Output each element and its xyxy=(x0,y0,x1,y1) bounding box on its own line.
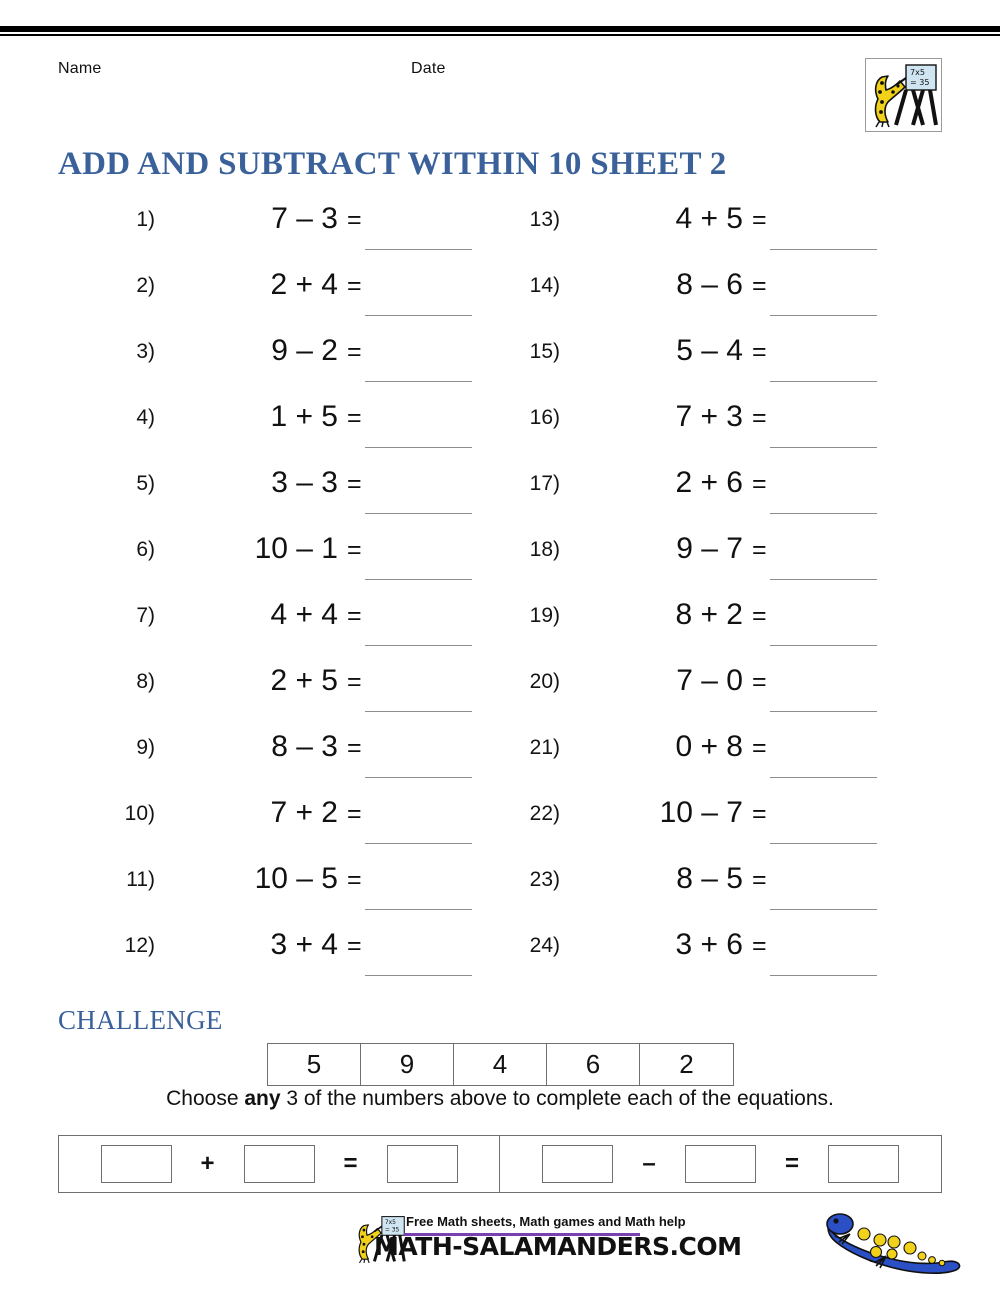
problem-answer-blank[interactable] xyxy=(365,249,472,250)
problem-expression: 4 + 5 xyxy=(675,202,743,235)
challenge-answer-box[interactable] xyxy=(244,1145,315,1183)
problem-number: 1) xyxy=(136,208,155,231)
problem-number: 15) xyxy=(529,340,560,363)
challenge-number-cell: 4 xyxy=(454,1044,547,1085)
problem-expression: 10 – 1 xyxy=(254,532,338,565)
problem-equals-sign: = xyxy=(752,470,767,498)
problem-expression: 10 – 5 xyxy=(254,862,338,895)
problem-equals-sign: = xyxy=(347,206,362,234)
problem-equals-sign: = xyxy=(752,668,767,696)
instruction-text-bold: any xyxy=(244,1087,281,1110)
problem-answer-blank[interactable] xyxy=(770,645,877,646)
challenge-equation xyxy=(59,1136,500,1192)
svg-text:= 35: = 35 xyxy=(384,1226,400,1234)
footer-wordmark: MATH-SALAMANDERS.COM xyxy=(374,1232,742,1261)
challenge-heading: CHALLENGE xyxy=(58,1005,223,1035)
problem-expression: 0 + 8 xyxy=(675,730,743,763)
problem-answer-blank[interactable] xyxy=(770,249,877,250)
instruction-text-before: Choose xyxy=(166,1087,245,1110)
problem-answer-blank[interactable] xyxy=(365,843,472,844)
problem-answer-blank[interactable] xyxy=(365,513,472,514)
problem-expression: 2 + 6 xyxy=(675,466,743,499)
problem-equals-sign: = xyxy=(752,800,767,828)
problem-expression: 8 + 2 xyxy=(675,598,743,631)
footer-tagline: Free Math sheets, Math games and Math help xyxy=(406,1214,686,1229)
problem-answer-blank[interactable] xyxy=(770,579,877,580)
problem-expression: 8 – 5 xyxy=(676,862,743,895)
top-border-rules xyxy=(0,26,1000,36)
problem-number: 5) xyxy=(136,472,155,495)
problem-equals-sign: = xyxy=(347,800,362,828)
problem-equals-sign: = xyxy=(347,272,362,300)
problem-expression: 7 – 3 xyxy=(271,202,338,235)
problem-expression: 1 + 5 xyxy=(270,400,338,433)
problem-number: 4) xyxy=(136,406,155,429)
blue-salamander-icon xyxy=(818,1204,968,1276)
problem-number: 18) xyxy=(529,538,560,561)
header-logo xyxy=(865,58,942,132)
problem-number: 3) xyxy=(136,340,155,363)
top-rule-thin xyxy=(0,34,1000,36)
problem-expression: 9 – 7 xyxy=(676,532,743,565)
problem-number: 24) xyxy=(529,934,560,957)
problem-equals-sign: = xyxy=(752,272,767,300)
problem-number: 20) xyxy=(529,670,560,693)
svg-text:7x5: 7x5 xyxy=(384,1219,396,1227)
problem-number: 23) xyxy=(529,868,560,891)
svg-text:= 35: = 35 xyxy=(910,78,930,87)
problem-answer-blank[interactable] xyxy=(770,315,877,316)
challenge-answer-box[interactable] xyxy=(101,1145,172,1183)
problem-expression: 8 – 6 xyxy=(676,268,743,301)
problem-answer-blank[interactable] xyxy=(770,843,877,844)
challenge-answer-box[interactable] xyxy=(685,1145,756,1183)
problem-equals-sign: = xyxy=(752,602,767,630)
problem-answer-blank[interactable] xyxy=(770,447,877,448)
problem-answer-blank[interactable] xyxy=(365,777,472,778)
problem-number: 9) xyxy=(136,736,155,759)
challenge-equation-frame xyxy=(58,1135,942,1193)
challenge-number-strip xyxy=(267,1043,734,1086)
problem-equals-sign: = xyxy=(347,668,362,696)
problem-answer-blank[interactable] xyxy=(770,711,877,712)
problem-number: 8) xyxy=(136,670,155,693)
problem-equals-sign: = xyxy=(752,932,767,960)
challenge-operator: – xyxy=(642,1150,656,1177)
problem-answer-blank[interactable] xyxy=(365,579,472,580)
svg-text:7x5: 7x5 xyxy=(910,68,925,77)
problem-equals-sign: = xyxy=(752,206,767,234)
problem-answer-blank[interactable] xyxy=(770,777,877,778)
problem-number: 21) xyxy=(529,736,560,759)
problem-equals-sign: = xyxy=(752,734,767,762)
problem-answer-blank[interactable] xyxy=(365,645,472,646)
problem-number: 16) xyxy=(529,406,560,429)
problem-expression: 4 + 4 xyxy=(270,598,338,631)
problem-number: 19) xyxy=(529,604,560,627)
salamander-at-blackboard-icon xyxy=(866,59,941,131)
challenge-number-cell: 2 xyxy=(679,1049,694,1079)
problem-equals-sign: = xyxy=(347,338,362,366)
problem-answer-blank[interactable] xyxy=(365,315,472,316)
problem-expression: 9 – 2 xyxy=(271,334,338,367)
problem-equals-sign: = xyxy=(752,866,767,894)
problem-answer-blank[interactable] xyxy=(770,513,877,514)
problem-expression: 8 – 3 xyxy=(271,730,338,763)
problem-equals-sign: = xyxy=(752,404,767,432)
problem-equals-sign: = xyxy=(347,932,362,960)
challenge-equation xyxy=(500,1136,941,1192)
problem-number: 6) xyxy=(136,538,155,561)
problem-equals-sign: = xyxy=(347,866,362,894)
problem-number: 22) xyxy=(529,802,560,825)
problem-expression: 3 + 4 xyxy=(270,928,338,961)
challenge-equals-sign: = xyxy=(343,1150,358,1177)
challenge-answer-box[interactable] xyxy=(387,1145,458,1183)
problem-expression: 2 + 4 xyxy=(270,268,338,301)
problem-equals-sign: = xyxy=(347,734,362,762)
name-label: Name xyxy=(58,60,102,77)
problem-expression: 7 + 3 xyxy=(675,400,743,433)
problem-number: 13) xyxy=(529,208,560,231)
problem-equals-sign: = xyxy=(347,602,362,630)
problem-expression: 3 + 6 xyxy=(675,928,743,961)
problem-equals-sign: = xyxy=(752,536,767,564)
problem-answer-blank[interactable] xyxy=(365,909,472,910)
instruction-text-after: 3 of the numbers above to complete each of the equations. xyxy=(280,1087,834,1110)
challenge-number-cell: 9 xyxy=(361,1044,454,1085)
problem-answer-blank[interactable] xyxy=(770,975,877,976)
challenge-number-cell: 5 xyxy=(268,1044,361,1085)
problem-answer-blank[interactable] xyxy=(365,447,472,448)
challenge-operator: + xyxy=(200,1150,215,1177)
problem-number: 12) xyxy=(124,934,155,957)
problem-expression: 2 + 5 xyxy=(270,664,338,697)
problem-answer-blank[interactable] xyxy=(365,711,472,712)
problem-equals-sign: = xyxy=(347,404,362,432)
problem-expression: 10 – 7 xyxy=(659,796,743,829)
problem-number: 11) xyxy=(126,868,155,891)
problem-number: 2) xyxy=(136,274,155,297)
problem-answer-blank[interactable] xyxy=(770,381,877,382)
problem-answer-blank[interactable] xyxy=(770,909,877,910)
problem-number: 17) xyxy=(529,472,560,495)
date-label: Date xyxy=(411,60,446,77)
problem-answer-blank[interactable] xyxy=(365,381,472,382)
challenge-equals-sign: = xyxy=(784,1150,799,1177)
challenge-number-cell: 6 xyxy=(547,1044,640,1085)
challenge-instruction xyxy=(0,1087,1000,1111)
challenge-answer-box[interactable] xyxy=(542,1145,613,1183)
problem-equals-sign: = xyxy=(347,470,362,498)
problem-number: 7) xyxy=(136,604,155,627)
problem-expression: 7 + 2 xyxy=(270,796,338,829)
problem-equals-sign: = xyxy=(347,536,362,564)
problem-equals-sign: = xyxy=(752,338,767,366)
problem-expression: 5 – 4 xyxy=(676,334,743,367)
problem-expression: 3 – 3 xyxy=(271,466,338,499)
footer-salamander xyxy=(818,1204,968,1276)
challenge-answer-box[interactable] xyxy=(828,1145,899,1183)
problem-expression: 7 – 0 xyxy=(676,664,743,697)
problem-number: 10) xyxy=(124,802,155,825)
problem-answer-blank[interactable] xyxy=(365,975,472,976)
problem-number: 14) xyxy=(529,274,560,297)
page-title: ADD AND SUBTRACT WITHIN 10 SHEET 2 xyxy=(58,146,727,183)
